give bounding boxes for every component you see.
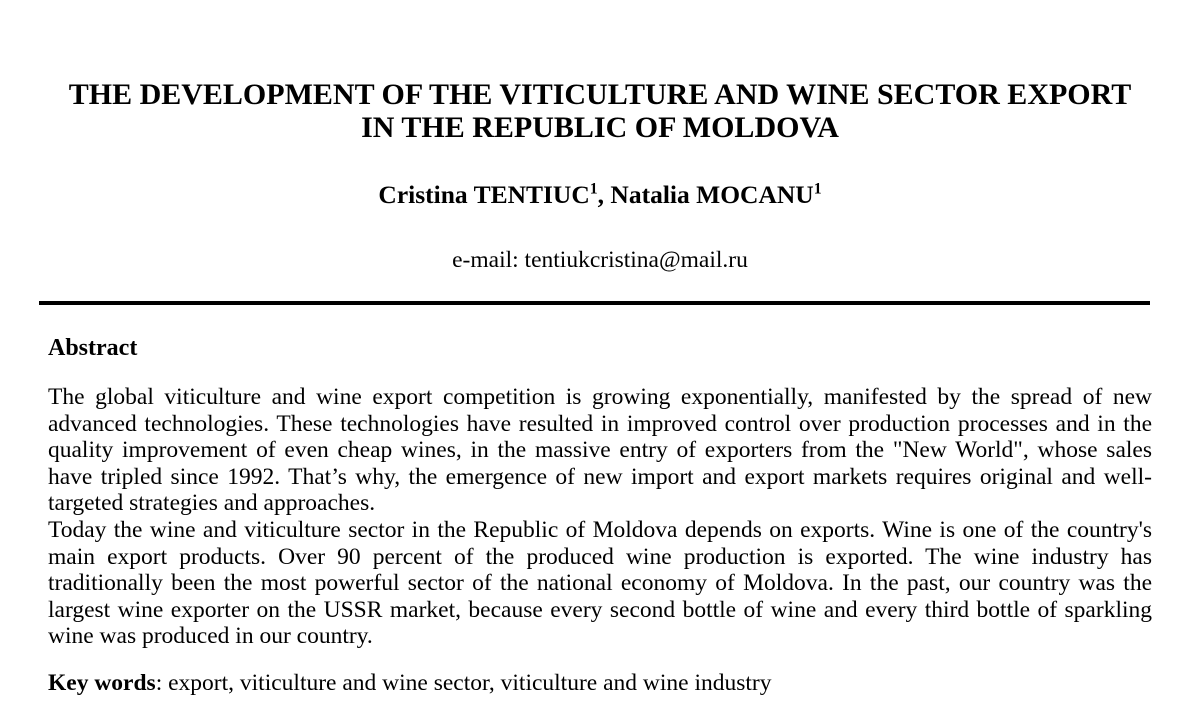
keywords-label: Key words bbox=[48, 669, 156, 696]
abstract-body bbox=[48, 384, 1152, 650]
keywords-line bbox=[48, 670, 1152, 697]
email-line: e-mail: tentiukcristina@mail.ru bbox=[452, 247, 748, 273]
paper-title-line-1: THE DEVELOPMENT OF THE VITICULTURE AND WINE SECTOR EXPORT bbox=[68, 78, 1132, 111]
abstract-paragraph-2: Today the wine and viticulture sector in the Republic of Moldova depends on exports. Wine is one of the country's main export products. Over 90 percent of the produced wine production is exported. The wine industry has traditionally been the most powerful sector of the national economy of Moldova. In the past, our country was the largest wine exporter on the USSR market, because every second bottle of wine and every third bottle of sparkling wine was produced in our country. bbox=[48, 516, 1152, 650]
author-affiliation-mark-2: 1 bbox=[813, 180, 822, 198]
author-affiliation-mark-1: 1 bbox=[589, 180, 598, 198]
authors-line bbox=[48, 180, 1152, 209]
paper-title-line-2: IN THE REPUBLIC OF MOLDOVA bbox=[361, 111, 839, 144]
author-name-1: Cristina TENTIUC bbox=[378, 180, 590, 209]
keywords-separator: : bbox=[155, 669, 169, 696]
horizontal-rule bbox=[39, 301, 1150, 305]
paper-title bbox=[48, 78, 1152, 144]
keywords-text: export, viticulture and wine sector, viticulture and wine industry bbox=[168, 669, 772, 696]
author-name-2: Natalia MOCANU bbox=[610, 180, 814, 209]
abstract-heading: Abstract bbox=[48, 335, 138, 361]
abstract-paragraph-1: The global viticulture and wine export competition is growing exponentially, manifested by the spread of new advanced technologies. These technologies have resulted in improved control over production processes and in the quality improvement of even cheap wines, in the massive entry of exporters from the "New World", whose sales have tripled since 1992. That’s why, the emergence of new import and export markets requires original and well-targeted strategies and approaches. bbox=[48, 384, 1152, 517]
authors-separator: , bbox=[597, 180, 611, 209]
